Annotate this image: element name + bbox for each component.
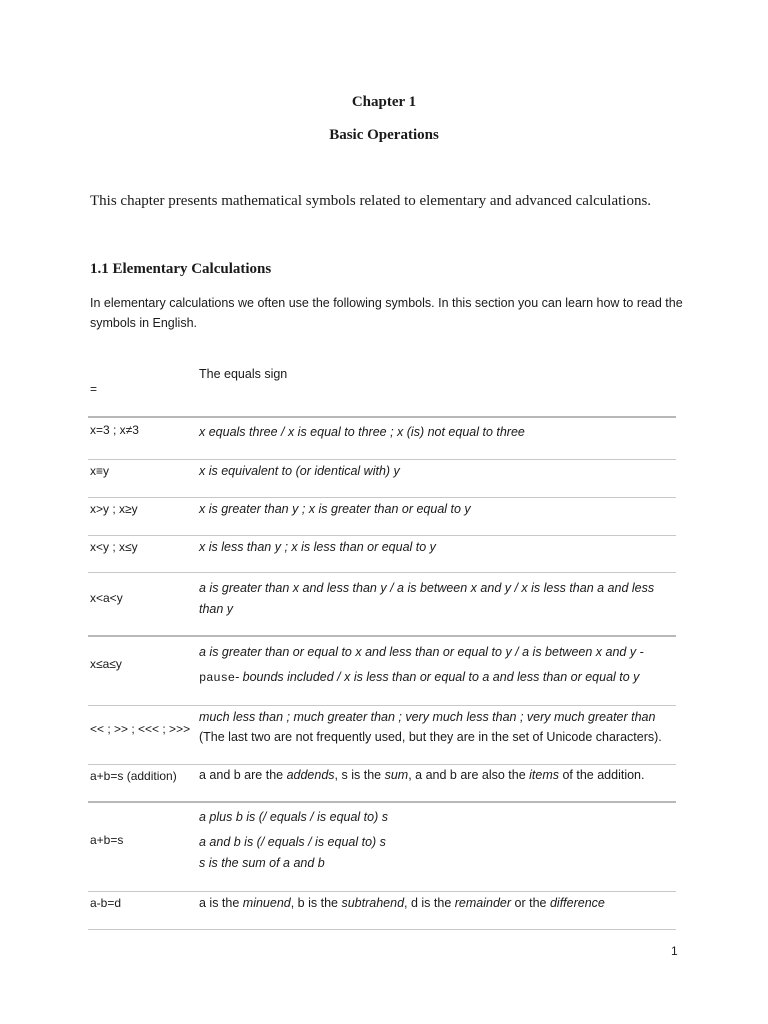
symbol-cell: = bbox=[90, 382, 98, 396]
table-row bbox=[88, 360, 676, 418]
description-cell: a is greater than or equal to x and less than or equal to y / a is between x and y - pause- bounds included / x is less than or equal to a and less than or equal to y bbox=[199, 645, 644, 685]
symbol-cell: a+b=s bbox=[90, 833, 124, 847]
section-intro: In elementary calculations we often use the following symbols. In this section you can learn how to read the symbols in English. bbox=[90, 296, 683, 330]
chapter-number: Chapter 1 bbox=[351, 94, 417, 110]
description-cell: x is less than y ; x is less than or equal to y bbox=[199, 540, 436, 554]
table-row bbox=[88, 765, 676, 803]
table-row bbox=[88, 637, 676, 706]
symbol-cell: x≤a≤y bbox=[90, 657, 122, 671]
table-row bbox=[88, 536, 676, 573]
symbol-cell: a+b=s (addition) bbox=[90, 769, 177, 783]
symbol-cell: a-b=d bbox=[90, 896, 122, 910]
symbol-cell: << ; >> ; <<< ; >>> bbox=[90, 722, 191, 736]
table-row bbox=[88, 892, 676, 930]
symbol-cell: x<a<y bbox=[90, 591, 123, 605]
symbol-cell: x>y ; x≥y bbox=[90, 502, 138, 516]
symbol-cell: x≡y bbox=[90, 464, 110, 478]
description-cell: x is equivalent to (or identical with) y bbox=[199, 464, 400, 478]
description-cell: much less than ; much greater than ; very much less than ; very much greater than (The last two are not frequently used, but they are in the set of Unicode characters). bbox=[199, 710, 662, 744]
symbol-cell: x=3 ; x≠3 bbox=[90, 423, 139, 437]
table-row bbox=[88, 803, 676, 892]
description-cell: a and b are the addends, s is the sum, a and b are also the items of the addition. bbox=[199, 768, 645, 782]
table-row bbox=[88, 706, 676, 765]
chapter-title: Basic Operations bbox=[329, 127, 439, 143]
table-row bbox=[88, 573, 676, 637]
symbol-cell: x<y ; x≤y bbox=[90, 540, 138, 554]
description-cell: a is greater than x and less than y / a is between x and y / x is less than a and less than y bbox=[199, 581, 655, 616]
description-cell: a plus b is (/ equals / is equal to) s a and b is (/ equals / is equal to) s s is the sum of a and b bbox=[199, 810, 388, 870]
description-cell: a is the minuend, b is the subtrahend, d is the remainder or the difference bbox=[199, 896, 605, 910]
pause-keyword: pause bbox=[199, 671, 236, 685]
chapter-intro: This chapter presents mathematical symbols related to elementary and advanced calculations. bbox=[90, 193, 652, 209]
table-row bbox=[88, 498, 676, 536]
description-cell: x is greater than y ; x is greater than or equal to y bbox=[199, 502, 471, 516]
table-row bbox=[88, 460, 676, 498]
table-row bbox=[88, 417, 676, 460]
description-cell: x equals three / x is equal to three ; x (is) not equal to three bbox=[199, 425, 525, 439]
description-cell: The equals sign bbox=[199, 367, 288, 381]
page-number: 1 bbox=[671, 944, 678, 958]
section-heading: 1.1 Elementary Calculations bbox=[90, 261, 272, 277]
